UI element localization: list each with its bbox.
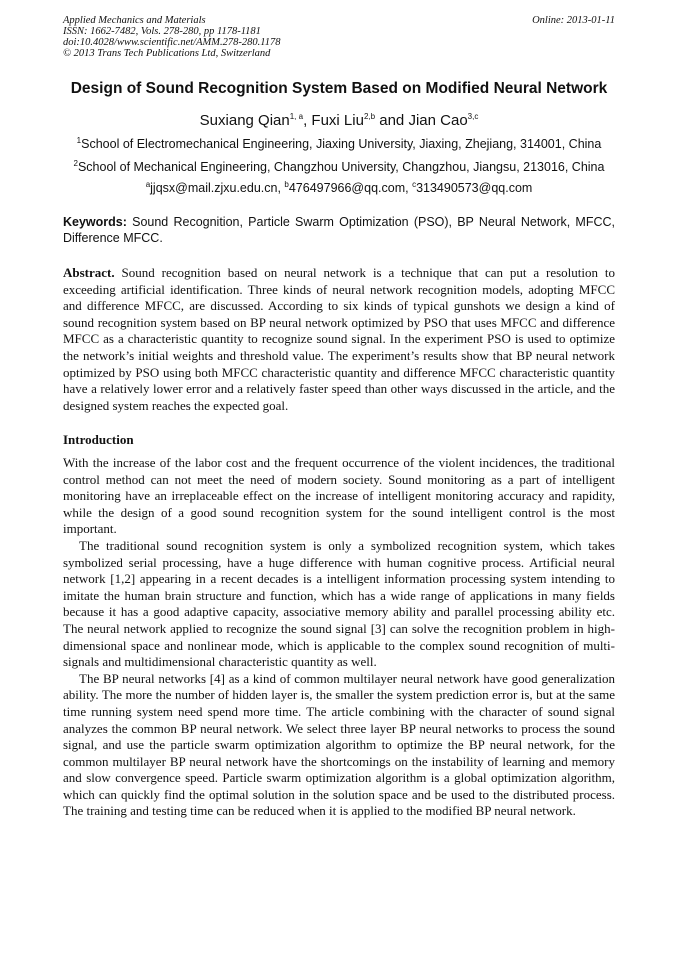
author-sup: 3,c (467, 112, 479, 121)
author-name: Fuxi Liu (311, 112, 364, 129)
journal-name: Applied Mechanics and Materials (63, 15, 206, 26)
keywords-section (63, 214, 615, 246)
abstract-section (63, 265, 615, 414)
affiliation-text: School of Mechanical Engineering, Changzhou University, Changzhou, Jiangsu, 213016, China (77, 160, 605, 174)
introduction-body (63, 455, 615, 820)
copyright-line: © 2013 Trans Tech Publications Ltd, Switzerland (63, 48, 271, 59)
email-sup: a (145, 179, 151, 189)
journal-header (63, 15, 615, 59)
section-heading-introduction: Introduction (63, 432, 134, 447)
doi-line: doi:10.4028/www.scientific.net/AMM.278-280.1178 (63, 37, 281, 48)
author-separator: and (375, 112, 409, 129)
author-sup: 2,b (363, 112, 376, 121)
email-address[interactable]: jjqsx@mail.zjxu.edu.cn, (150, 181, 285, 195)
paper-title: Design of Sound Recognition System Based on Modified Neural Network (70, 80, 608, 97)
email-sup: c (412, 179, 417, 189)
email-sup: b (284, 179, 289, 189)
issn-line: ISSN: 1662-7482, Vols. 278-280, pp 1178-1181 (63, 26, 261, 37)
affiliation-sup: 1 (76, 135, 82, 145)
email-line (63, 181, 615, 195)
abstract-text: Sound recognition based on neural network is a technique that can put a resolution to exceeding artificial identification. Three kinds of neural network recognition models, adopting MFCC and difference MFCC, are discussed. According to six kinds of typical gunshots we design a kind of sound recognition system based on BP neural network optimized by PSO that uses MFCC and difference MFCC as a characteristic quantity to recognize sound signal. In the experiment PSO is used to optimize the network’s initial weights and threshold value. The experiment’s results show that BP neural network optimized by PSO using both MFCC characteristic quantity and difference MFCC characteristic quantity have a relatively lower error and a relatively faster speed than other ways discussed in the article, and the designed system reaches the expected goal. (63, 265, 615, 413)
abstract-label: Abstract. (63, 265, 115, 280)
affiliation-sup: 2 (73, 158, 78, 168)
keywords-text: Sound Recognition, Particle Swarm Optimization (PSO), BP Neural Network, MFCC, Difference MFCC. (63, 215, 615, 245)
email-address[interactable]: 313490573@qq.com (416, 181, 533, 195)
keywords-label: Keywords: (63, 215, 127, 229)
paragraph: The BP neural networks [4] as a kind of common multilayer neural network have good generalization ability. The more the number of hidden layer is, the smaller the system prediction error is, but at the same time running system need spend more time. The article combining with the character of sound signal analyzes the common BP neural network. We select three layer BP neural networks to process the sound signal, and use the particle swarm optimization algorithm to optimize the BP neural network, for the common multilayer BP neural network have the shortcomings on the instability of learning and memory and slow convergence speed. Particle swarm optimization algorithm is a global optimization algorithm, which can quickly find the optimal solution in the solution space and be used to the distributed process. The training and testing time can be reduced when it is applied to the modified BP neural network. (63, 670, 615, 819)
paragraph: With the increase of the labor cost and the frequent occurrence of the violent incidences, the traditional control method can not meet the need of modern society. Sound monitoring as a part of intelligent monitoring have an irreplaceable effect on the increase of intelligent monitoring accuracy and rapidity, while the design of a good sound recognition system for the sound intelligent control is the most important. (63, 455, 615, 537)
author-sup: 1, a (289, 112, 304, 121)
author-list (63, 112, 615, 129)
paragraph: The traditional sound recognition system is only a symbolized recognition system, which takes symbolized serial processing, have a huge difference with human cognitive process. Artificial neural network [1,2] appearing in a recent decades is a intelligent information processing system intending to imitate the human brain structure and function, which has a wide range of applications in many fields because it has a good adaptive capacity, associative memory ability and parallel processing ability etc. The neural network applied to recognize the sound signal [3] can solve the recognition problem in high-dimensional space and nonlinear mode, which is applicable to the complex sound recognition of multi-signals and multidimensional characteristic quantity as well. (63, 537, 615, 670)
author-name: Jian Cao (408, 112, 468, 129)
affiliation-1 (63, 137, 615, 151)
online-date: Online: 2013-01-11 (532, 15, 615, 26)
affiliation-text: School of Electromechanical Engineering, Jiaxing University, Jiaxing, Zhejiang, 314001, China (81, 137, 602, 151)
affiliation-2 (63, 160, 615, 174)
author-separator: , (303, 112, 312, 129)
email-address[interactable]: 476497966@qq.com, (288, 181, 413, 195)
author-name: Suxiang Qian (199, 112, 290, 129)
